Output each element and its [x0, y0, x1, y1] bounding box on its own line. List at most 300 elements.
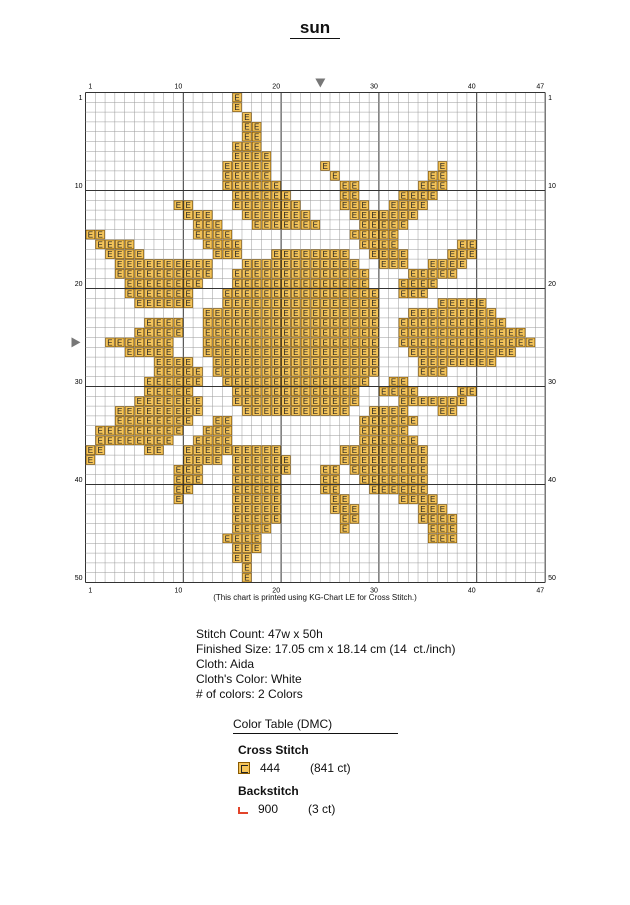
stitch-symbol: E	[273, 357, 279, 367]
stitch-symbol: E	[165, 299, 172, 309]
stitch-symbol: E	[273, 406, 279, 416]
stitch-symbol: E	[478, 308, 485, 318]
stitch-symbol: E	[293, 397, 299, 407]
stitch-symbol: E	[439, 514, 446, 524]
stitch-symbol: E	[244, 357, 250, 367]
stitch-symbol: E	[332, 279, 338, 289]
stitch-symbol: E	[351, 465, 358, 475]
stitch-symbol: E	[224, 426, 230, 436]
stitch-symbol: E	[253, 465, 260, 475]
stitch-symbol: E	[400, 416, 407, 426]
stitch-symbol: E	[195, 220, 201, 230]
row-tick-label-right: 40	[548, 477, 556, 485]
stitch-symbol: E	[390, 436, 397, 446]
stitch-symbol: E	[253, 171, 260, 181]
stitch-symbol: E	[351, 269, 358, 279]
stitch-symbol: E	[341, 387, 348, 397]
stitch-symbol: E	[341, 318, 348, 328]
stitch-symbol: E	[351, 210, 358, 220]
stitch-symbol: E	[205, 338, 211, 348]
stitch-symbol: E	[381, 455, 387, 465]
row-tick-label-left: 30	[74, 379, 83, 387]
stitch-symbol: E	[165, 259, 172, 269]
stitch-symbol: E	[469, 348, 475, 358]
stitch-symbol: E	[410, 279, 416, 289]
stitch-symbol: E	[449, 348, 455, 358]
stitch-symbol: E	[351, 357, 358, 367]
stitch-symbol: E	[498, 318, 504, 328]
stitch-symbol: E	[244, 318, 250, 328]
stitch-symbol: E	[439, 181, 446, 191]
stitch-symbol: E	[263, 161, 270, 171]
stitch-symbol: E	[146, 416, 152, 426]
stitch-symbol: E	[518, 338, 524, 348]
stitch-symbol: E	[263, 338, 270, 348]
stitch-symbol: E	[390, 485, 397, 495]
stitch-symbol: E	[244, 210, 250, 220]
stitch-symbol: E	[224, 367, 230, 377]
stitch-symbol: E	[263, 318, 270, 328]
stitch-symbol: E	[263, 524, 270, 534]
stitch-symbol: E	[371, 338, 377, 348]
stitch-symbol: E	[488, 318, 495, 328]
stitch-symbol: E	[175, 259, 182, 269]
stitch-symbol: E	[283, 357, 289, 367]
stitch-symbol: E	[283, 220, 289, 230]
stitch-symbol: E	[371, 446, 377, 456]
stitch-symbol: E	[156, 426, 162, 436]
stitch-symbol: E	[87, 455, 94, 465]
stitch-symbol: E	[205, 446, 211, 456]
stitch-symbol: E	[273, 338, 279, 348]
stitch-symbol: E	[273, 465, 279, 475]
stitch-symbol: E	[175, 328, 182, 338]
stitch-symbol: E	[273, 210, 279, 220]
stitch-symbol: E	[244, 171, 250, 181]
stitch-symbol: E	[351, 446, 358, 456]
stitch-symbol: E	[469, 357, 475, 367]
stitch-symbol: E	[283, 299, 289, 309]
stitch-symbol: E	[244, 259, 250, 269]
stitch-symbol: E	[361, 436, 367, 446]
color-table	[233, 717, 398, 816]
stitch-symbol: E	[253, 348, 260, 358]
stitch-symbol: E	[283, 338, 289, 348]
stitch-symbol: E	[293, 299, 299, 309]
stitch-symbol: E	[469, 318, 475, 328]
stitch-symbol: E	[410, 416, 416, 426]
stitch-symbol: E	[234, 465, 240, 475]
stitch-symbol: E	[390, 455, 397, 465]
stitch-symbol: E	[224, 171, 230, 181]
stitch-symbol: E	[390, 416, 397, 426]
stitch-symbol: E	[165, 426, 172, 436]
stitch-symbol: E	[175, 406, 182, 416]
stitch-symbol: E	[253, 338, 260, 348]
stitch-symbol: E	[341, 504, 348, 514]
stitch-symbol: E	[381, 485, 387, 495]
stitch-symbol: E	[459, 387, 465, 397]
stitch-symbol: E	[478, 357, 485, 367]
stitch-symbol: E	[312, 377, 319, 387]
stitch-symbol: E	[410, 348, 416, 358]
stitch-symbol: E	[136, 269, 142, 279]
stitch-symbol: E	[410, 328, 416, 338]
stitch-symbol: E	[136, 328, 142, 338]
stitch-symbol: E	[253, 142, 260, 152]
stitch-symbol: E	[165, 406, 172, 416]
stitch-symbol: E	[449, 534, 455, 544]
stitch-symbol: E	[273, 455, 279, 465]
stitch-symbol: E	[175, 279, 182, 289]
stitch-symbol: E	[146, 328, 152, 338]
stitch-symbol: E	[381, 240, 387, 250]
stitch-symbol: E	[293, 348, 299, 358]
stitch-symbol: E	[146, 387, 152, 397]
stitch-symbol: E	[273, 514, 279, 524]
stitch-symbol: E	[361, 426, 367, 436]
stitch-symbol: E	[263, 201, 270, 211]
stitch-symbol: E	[263, 465, 270, 475]
stitch-symbol: E	[332, 406, 338, 416]
stitch-symbol: E	[322, 465, 328, 475]
stitch-symbol: E	[185, 377, 191, 387]
stitch-symbol: E	[126, 436, 133, 446]
stitch-symbol: E	[234, 181, 240, 191]
stitch-symbol: E	[234, 348, 240, 358]
stitch-symbol: E	[400, 455, 407, 465]
stitch-symbol: E	[341, 495, 348, 505]
stitch-symbol: E	[244, 553, 250, 563]
stitch-symbol: E	[253, 446, 260, 456]
stitch-symbol: E	[410, 201, 416, 211]
stitch-symbol: E	[381, 250, 387, 260]
stitch-symbol: E	[420, 279, 426, 289]
stitch-symbol: E	[273, 269, 279, 279]
stitch-symbol: E	[469, 328, 475, 338]
stitch-symbol: E	[117, 240, 123, 250]
stitch-symbol: E	[165, 318, 172, 328]
stitch-symbol: E	[283, 279, 289, 289]
stitch-symbol: E	[312, 269, 319, 279]
stitch-symbol: E	[478, 338, 485, 348]
stitch-symbol: E	[185, 387, 191, 397]
stitch-symbol: E	[263, 348, 270, 358]
stitch-symbol: E	[390, 465, 397, 475]
stitch-symbol: E	[253, 122, 260, 132]
stitch-symbol: E	[302, 397, 309, 407]
stitch-symbol: E	[234, 250, 240, 260]
stitch-symbol: E	[420, 348, 426, 358]
stitch-symbol: E	[263, 367, 270, 377]
stitch-symbol: E	[351, 201, 358, 211]
stitch-symbol: E	[283, 191, 289, 201]
stitch-symbol: E	[263, 152, 270, 162]
stitch-symbol: E	[371, 220, 377, 230]
stitch-symbol: E	[253, 485, 260, 495]
stitch-symbol: E	[253, 132, 260, 142]
stitch-symbol: E	[185, 485, 191, 495]
stitch-symbol: E	[136, 279, 142, 289]
stitch-symbol: E	[341, 299, 348, 309]
stitch-symbol: E	[244, 446, 250, 456]
row-tick-label-left: 10	[74, 183, 83, 191]
stitch-symbol: E	[87, 446, 94, 456]
stitch-symbol: E	[146, 259, 152, 269]
stitch-symbol: E	[126, 406, 133, 416]
stitch-symbol: E	[371, 416, 377, 426]
stitch-symbol: E	[205, 259, 211, 269]
stitch-symbol: E	[381, 210, 387, 220]
stitch-symbol: E	[341, 348, 348, 358]
stitch-symbol: E	[371, 230, 377, 240]
stitch-symbol: E	[400, 201, 407, 211]
stitch-symbol: E	[273, 387, 279, 397]
stitch-symbol: E	[390, 201, 397, 211]
stitch-symbol: E	[263, 485, 270, 495]
stitch-symbol: E	[390, 220, 397, 230]
stitch-symbol: E	[234, 367, 240, 377]
backstitch-dmc-code: 900	[258, 802, 279, 816]
stitch-symbol: E	[146, 338, 152, 348]
stitch-symbol: E	[469, 308, 475, 318]
stitch-symbol: E	[400, 426, 407, 436]
cloth-type: Cloth: Aida	[196, 657, 255, 671]
stitch-symbol: E	[253, 514, 260, 524]
stitch-symbol: E	[449, 397, 455, 407]
stitch-symbol: E	[381, 259, 387, 269]
stitch-symbol: E	[136, 250, 142, 260]
stitch-symbol: E	[283, 348, 289, 358]
stitch-symbol: E	[351, 397, 358, 407]
stitch-symbol: E	[449, 318, 455, 328]
stitch-symbol: E	[420, 338, 426, 348]
stitch-symbol: E	[351, 230, 358, 240]
chart-title-text: sun	[290, 18, 340, 39]
stitch-symbol: E	[205, 269, 211, 279]
stitch-symbol: E	[234, 553, 240, 563]
stitch-symbol: E	[156, 348, 162, 358]
stitch-symbol: E	[439, 328, 446, 338]
stitch-symbol: E	[214, 426, 221, 436]
stitch-symbol: E	[195, 465, 201, 475]
stitch-symbol: E	[361, 465, 367, 475]
stitch-symbol: E	[97, 240, 103, 250]
stitch-symbol: E	[87, 230, 94, 240]
stitch-symbol: E	[136, 299, 142, 309]
stitch-symbol: E	[244, 201, 250, 211]
stitch-symbol: E	[400, 406, 407, 416]
stitch-symbol: E	[361, 240, 367, 250]
stitch-symbol: E	[302, 318, 309, 328]
stitch-symbol: E	[117, 269, 123, 279]
stitch-symbol: E	[156, 416, 162, 426]
stitch-symbol: E	[361, 308, 367, 318]
column-tick-label-bottom: 1	[88, 587, 93, 595]
stitch-symbol: E	[351, 299, 358, 309]
stitch-symbol: E	[312, 308, 319, 318]
stitch-symbol: E	[244, 279, 250, 289]
stitch-symbol: E	[263, 328, 270, 338]
stitch-symbol: E	[410, 436, 416, 446]
stitch-symbol: E	[332, 348, 338, 358]
stitch-symbol: E	[351, 279, 358, 289]
chart-footnote: (This chart is printed using KG-Chart LE for Cross Stitch.)	[213, 593, 417, 602]
stitch-symbol: E	[253, 210, 260, 220]
stitch-symbol: E	[430, 191, 436, 201]
stitch-symbol: E	[361, 357, 367, 367]
stitch-symbol: E	[136, 259, 142, 269]
stitch-symbol: E	[459, 397, 465, 407]
row-tick-label-left: 1	[78, 94, 83, 102]
stitch-symbol: E	[361, 318, 367, 328]
stitch-symbol: E	[185, 416, 191, 426]
stitch-symbol: E	[283, 250, 289, 260]
stitch-symbol: E	[430, 397, 436, 407]
stitch-symbol: E	[322, 475, 328, 485]
stitch-symbol: E	[400, 220, 407, 230]
stitch-symbol: E	[361, 338, 367, 348]
stitch-symbol: E	[263, 171, 270, 181]
stitch-symbol: E	[332, 485, 338, 495]
stitch-symbol: E	[439, 524, 446, 534]
stitch-symbol: E	[449, 338, 455, 348]
column-tick-label-bottom: 40	[467, 587, 476, 595]
stitch-symbol: E	[205, 455, 211, 465]
stitch-symbol: E	[214, 230, 221, 240]
stitch-symbol: E	[400, 279, 407, 289]
stitch-symbol: E	[263, 308, 270, 318]
stitch-symbol: E	[165, 328, 172, 338]
stitch-symbol: E	[263, 259, 270, 269]
stitch-symbol: E	[244, 299, 250, 309]
stitch-symbol: E	[293, 289, 299, 299]
stitch-symbol: E	[175, 318, 182, 328]
stitch-symbol: E	[312, 406, 319, 416]
stitch-symbol: E	[244, 112, 250, 122]
stitch-symbol: E	[498, 348, 504, 358]
stitch-symbol: E	[253, 524, 260, 534]
stitch-symbol: E	[302, 269, 309, 279]
stitch-symbol: E	[273, 299, 279, 309]
stitch-symbol: E	[234, 103, 240, 113]
stitch-symbol: E	[459, 328, 465, 338]
stitch-symbol: E	[165, 269, 172, 279]
stitch-symbol: E	[283, 397, 289, 407]
stitch-symbol: E	[302, 210, 309, 220]
stitch-symbol: E	[361, 475, 367, 485]
stitch-symbol: E	[390, 230, 397, 240]
stitch-symbol: E	[156, 406, 162, 416]
center-row-arrow-icon	[72, 337, 81, 347]
row-tick-label-right: 20	[548, 281, 556, 289]
stitch-symbol: E	[361, 367, 367, 377]
stitch-symbol: E	[205, 348, 211, 358]
stitch-symbol: E	[253, 377, 260, 387]
stitch-symbol: E	[430, 279, 436, 289]
stitch-symbol: E	[205, 436, 211, 446]
stitch-symbol: E	[175, 495, 182, 505]
stitch-symbol: E	[361, 455, 367, 465]
stitch-symbol: E	[273, 485, 279, 495]
stitch-symbol: E	[273, 397, 279, 407]
stitch-symbol: E	[234, 514, 240, 524]
stitch-symbol: E	[117, 338, 123, 348]
stitch-symbol: E	[244, 514, 250, 524]
stitch-symbol: E	[341, 181, 348, 191]
stitch-symbol: E	[341, 367, 348, 377]
stitch-symbol: E	[400, 289, 407, 299]
stitch-symbol: E	[400, 328, 407, 338]
stitch-symbol: E	[449, 269, 455, 279]
stitch-symbol: E	[253, 534, 260, 544]
stitch-symbol: E	[469, 299, 475, 309]
stitch-symbol: E	[185, 465, 191, 475]
stitch-symbol: E	[488, 357, 495, 367]
stitch-symbol: E	[244, 485, 250, 495]
stitch-symbol: E	[459, 308, 465, 318]
stitch-symbol: E	[400, 485, 407, 495]
row-tick-label-right: 50	[548, 575, 556, 583]
stitch-symbol: E	[361, 279, 367, 289]
stitch-symbol: E	[234, 299, 240, 309]
stitch-symbol: E	[117, 416, 123, 426]
stitch-symbol: E	[244, 152, 250, 162]
backstitch-color-row	[238, 802, 398, 816]
stitch-symbol: E	[410, 318, 416, 328]
stitch-symbol: E	[165, 348, 172, 358]
stitch-symbol: E	[410, 485, 416, 495]
stitch-symbol: E	[312, 289, 319, 299]
stitch-symbol: E	[107, 426, 113, 436]
stitch-symbol: E	[136, 289, 142, 299]
stitch-symbol: E	[371, 299, 377, 309]
stitch-symbol: E	[136, 406, 142, 416]
stitch-symbol: E	[244, 495, 250, 505]
stitch-symbol: E	[478, 318, 485, 328]
stitch-symbol: E	[175, 357, 182, 367]
stitch-symbol: E	[185, 279, 191, 289]
stitch-symbol: E	[390, 426, 397, 436]
stitch-symbol: E	[341, 524, 348, 534]
stitch-symbol: E	[224, 318, 230, 328]
stitch-symbol: E	[341, 279, 348, 289]
stitch-symbol: E	[283, 269, 289, 279]
stitch-symbol: E	[214, 446, 221, 456]
stitch-symbol: E	[293, 250, 299, 260]
stitch-symbol: E	[117, 250, 123, 260]
stitch-symbol: E	[263, 279, 270, 289]
stitch-symbol: E	[351, 455, 358, 465]
stitch-symbol: E	[175, 485, 182, 495]
stitch-symbol: E	[244, 142, 250, 152]
stitch-symbol: E	[293, 308, 299, 318]
stitch-symbol: E	[302, 406, 309, 416]
stitch-symbol: E	[332, 299, 338, 309]
stitch-symbol: E	[273, 348, 279, 358]
stitch-symbol: E	[293, 338, 299, 348]
stitch-symbol: E	[273, 279, 279, 289]
stitch-symbol: E	[214, 416, 221, 426]
column-tick-label-bottom: 30	[370, 587, 378, 595]
stitch-symbol: E	[273, 328, 279, 338]
stitch-symbol: E	[136, 416, 142, 426]
stitch-symbol: E	[341, 269, 348, 279]
stitch-symbol: E	[439, 504, 446, 514]
stitch-symbol: E	[253, 259, 260, 269]
stitch-symbol: E	[263, 220, 270, 230]
stitch-symbol: E	[430, 504, 436, 514]
